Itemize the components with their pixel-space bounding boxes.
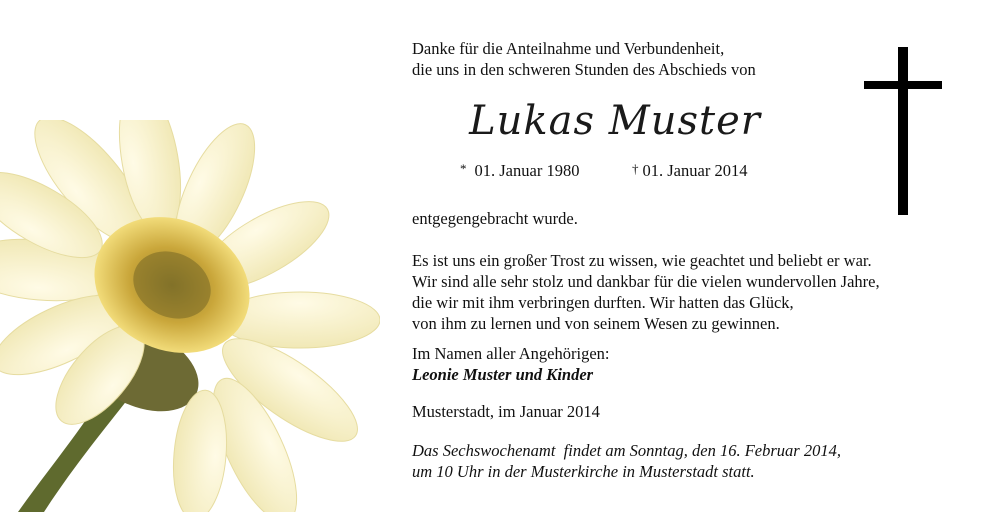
place-date: Musterstadt, im Januar 2014 bbox=[412, 402, 600, 421]
mass-line-2: um 10 Uhr in der Musterkirche in Musterstadt statt. bbox=[412, 462, 755, 481]
death-dagger-icon: † bbox=[632, 161, 639, 176]
thanks-body bbox=[412, 250, 880, 334]
signature-label: Im Namen aller Angehörigen: bbox=[412, 344, 610, 363]
mass-line-1: Das Sechswochenamt findet am Sonntag, den 16. Februar 2014, bbox=[412, 441, 841, 460]
deceased-name: Lukas Muster bbox=[469, 98, 761, 144]
signature-names: Leonie Muster und Kinder bbox=[412, 365, 594, 384]
gerbera-flower-image bbox=[0, 120, 380, 512]
intro-ending: entgegengebracht wurde. bbox=[412, 209, 578, 228]
death-date-value: 01. Januar 2014 bbox=[642, 161, 748, 180]
body-line-1: Es ist uns ein großer Trost zu wissen, wie geachtet und beliebt er war. bbox=[412, 251, 872, 270]
birth-star-icon: * bbox=[460, 161, 467, 176]
signature-block bbox=[412, 343, 609, 385]
birth-date bbox=[460, 161, 579, 181]
intro-line-1: Danke für die Anteilnahme und Verbundenheit, bbox=[412, 39, 725, 58]
intro-text bbox=[412, 38, 756, 80]
intro-line-2: die uns in den schweren Stunden des Abschieds von bbox=[412, 60, 756, 79]
body-line-4: von ihm zu lernen und von seinem Wesen zu gewinnen. bbox=[412, 314, 780, 333]
body-line-3: die wir mit ihm verbringen durften. Wir hatten das Glück, bbox=[412, 293, 794, 312]
death-date bbox=[632, 161, 747, 181]
body-line-2: Wir sind alle sehr stolz und dankbar für die vielen wundervollen Jahre, bbox=[412, 272, 880, 291]
birth-date-value: 01. Januar 1980 bbox=[474, 161, 580, 180]
mass-announcement bbox=[412, 440, 841, 482]
cross-icon bbox=[864, 47, 942, 215]
